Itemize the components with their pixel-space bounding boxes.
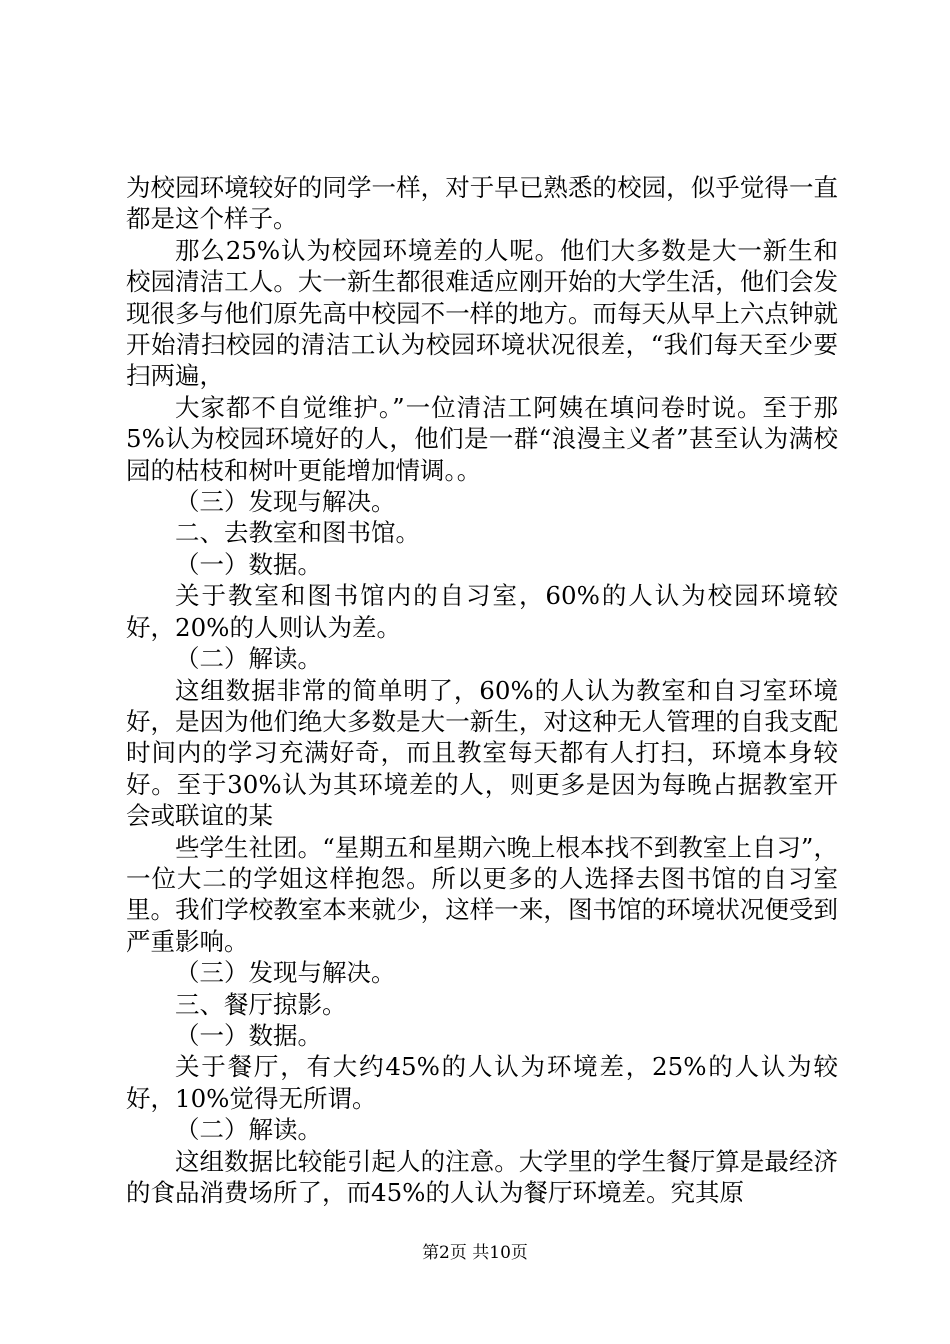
paragraph-canteen-data: 关于餐厅，有大约45%的人认为环境差，25%的人认为较好，10%觉得无所谓。 [126, 1052, 838, 1113]
page-number-footer: 第2页 共10页 [422, 1243, 528, 1263]
subheading-findings: （三）发现与解决。 [175, 487, 396, 517]
paragraph-classroom-interpretation: 这组数据非常的简单明了，60%的人认为教室和自习室环境好，是因为他们绝大多数是大一新生，对这种无人管理的自我支配时间内的学习充满好奇，而且教室每天都有人打扫，环境本身较好。至于30%认为其环境差的人，则更多是因为每晚占据教室开会或联谊的某 [126, 675, 838, 831]
paragraph-campus-good: 大家都不自觉维护。”一位清洁工阿姨在填问卷时说。至于那5%认为校园环境好的人，他们是一群“浪漫主义者”甚至认为满校园的枯枝和树叶更能增加情调。。 [126, 392, 838, 485]
subheading-findings: （三）发现与解决。 [175, 958, 396, 988]
paragraph-canteen-interpretation: 这组数据比较能引起人的注意。大学里的学生餐厅算是最经济的食品消费场所了，而45%的人认为餐厅环境差。究其原 [126, 1146, 838, 1207]
paragraph-campus-poor: 那么25%认为校园环境差的人呢。他们大多数是大一新生和校园清洁工人。大一新生都很难适应刚开始的大学生活，他们会发现很多与他们原先高中校园不一样的地方。而每天从早上六点钟就开始清扫校园的清洁工认为校园环境状况很差，“我们每天至少要扫两遍， [126, 235, 838, 391]
section-heading-canteen: 三、餐厅掠影。 [175, 989, 347, 1019]
subheading-data: （一）数据。 [175, 1020, 322, 1050]
paragraph-classroom-data: 关于教室和图书馆内的自习室，60%的人认为校园环境较好，20%的人则认为差。 [126, 581, 838, 642]
paragraph-continuation: 为校园环境较好的同学一样，对于早已熟悉的校园，似乎觉得一直都是这个样子。 [126, 173, 838, 234]
subheading-data: （一）数据。 [175, 549, 322, 579]
paragraph-student-clubs: 些学生社团。“星期五和星期六晚上根本找不到教室上自习”，一位大二的学姐这样抱怨。所以更多的人选择去图书馆的自习室里。我们学校教室本来就少，这样一来，图书馆的环境状况便受到严重影响。 [126, 832, 838, 956]
section-heading-classroom: 二、去教室和图书馆。 [175, 518, 420, 548]
document-body [126, 172, 838, 1208]
subheading-interpretation: （二）解读。 [175, 644, 322, 674]
subheading-interpretation: （二）解读。 [175, 1115, 322, 1145]
